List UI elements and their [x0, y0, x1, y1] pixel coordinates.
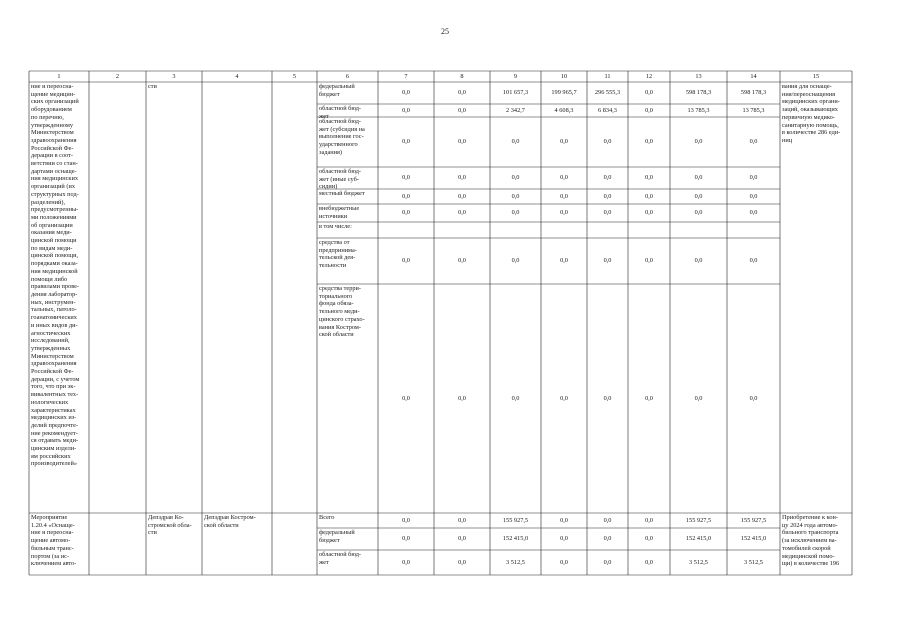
budget-row-amount: 0,0: [694, 209, 703, 216]
budget-row-amount: 0,0: [694, 394, 703, 402]
column-header: 5: [292, 73, 297, 80]
budget-row-amount: 0,0: [749, 257, 758, 264]
budget-row-amount: 598 178,3: [685, 89, 712, 96]
budget-row-amount: 0,0: [603, 209, 612, 216]
budget-row-amount: 13 785,3: [687, 106, 710, 114]
budget-row-amount: 0,0: [458, 516, 466, 524]
budget-row-amount: 598 178,3: [740, 89, 767, 96]
budget-row-amount: 0,0: [402, 558, 410, 566]
budget-row-amount: 152 415,0: [740, 535, 767, 542]
budget-row-amount: 0,0: [560, 209, 568, 216]
budget-row-amount: 0,0: [645, 89, 653, 96]
budget-row-amount: 0,0: [458, 535, 466, 542]
budget-row-source-label: областной бюд- жет: [319, 105, 362, 120]
column-header: 12: [645, 73, 653, 80]
budget-row-amount: 296 555,3: [594, 89, 621, 96]
co-executor-text: Депздрав Костром- ской области: [204, 514, 256, 529]
budget-row-amount: 0,0: [645, 138, 653, 145]
budget-row-source-label: средства от предпринима- тельской дея- тельности: [319, 239, 357, 270]
budget-row-source-label: федеральный бюджет: [319, 83, 355, 98]
budget-row-amount: 6 834,3: [598, 106, 617, 114]
column-header: 1: [57, 73, 61, 80]
column-header: 4: [235, 73, 239, 80]
budget-row-amount: 155 927,5: [502, 516, 529, 524]
result-description: Приобретение к кон- цу 2024 года автомо- бильного транспорта (за исключением ва- томобилей скорой медицинской помо- щи) в количестве 196: [782, 514, 840, 568]
budget-row-amount: 3 512,5: [506, 558, 525, 566]
budget-row-amount: 0,0: [645, 192, 653, 200]
budget-row-amount: 0,0: [458, 394, 466, 402]
budget-row-amount: 0,0: [603, 558, 612, 566]
budget-row-source-label: Всего: [319, 514, 335, 521]
budget-row-amount: 0,0: [560, 516, 568, 524]
budget-row-amount: 0,0: [749, 394, 758, 402]
budget-row-amount: 101 657,3: [502, 89, 529, 96]
column-header: 11: [604, 73, 611, 80]
budget-row-source-label: в том числе:: [319, 223, 352, 230]
budget-row-amount: 0,0: [603, 516, 612, 524]
budget-row-amount: 0,0: [749, 174, 758, 181]
budget-row-amount: 0,0: [694, 138, 703, 145]
budget-row-amount: 0,0: [402, 209, 410, 216]
budget-row-amount: 0,0: [560, 174, 568, 181]
budget-row-amount: 0,0: [511, 192, 520, 200]
budget-row-amount: 2 342,7: [506, 106, 525, 114]
budget-row-amount: 0,0: [560, 257, 568, 264]
budget-row-amount: 0,0: [645, 257, 653, 264]
budget-row-amount: 0,0: [402, 192, 410, 200]
budget-row-amount: 0,0: [749, 192, 758, 200]
budget-row-amount: 152 415,0: [685, 535, 712, 542]
budget-row-source-label: местный бюджет: [319, 190, 365, 197]
budget-row-amount: 0,0: [694, 174, 703, 181]
budget-row-amount: 0,0: [402, 174, 410, 181]
budget-row-amount: 0,0: [645, 209, 653, 216]
executor-text: Депздрав Ко- стромской обла- сти: [148, 514, 192, 537]
budget-row-amount: 0,0: [749, 138, 758, 145]
budget-row-amount: 0,0: [402, 516, 410, 524]
column-header: 15: [812, 73, 820, 80]
budget-row-amount: 0,0: [458, 138, 466, 145]
budget-row-amount: 0,0: [458, 558, 466, 566]
column-header: 10: [560, 73, 568, 80]
budget-row-source-label: областной бюд- жет (иные суб- сидии): [319, 168, 362, 191]
budget-row-amount: 0,0: [458, 209, 466, 216]
column-header: 13: [695, 73, 702, 80]
budget-row-amount: 0,0: [694, 192, 703, 200]
budget-row-source-label: средства терри- ториального фонда обяза- тельного меди- цинского страхо- вания Костром- ской области: [319, 285, 365, 339]
budget-row-source-label: областной бюд- жет (субсидия на выполнение гос- ударственного задания): [319, 118, 365, 156]
budget-row-amount: 0,0: [694, 257, 703, 264]
budget-row-amount: 0,0: [458, 89, 466, 96]
column-header: 14: [750, 73, 757, 80]
budget-row-amount: 0,0: [402, 106, 410, 114]
budget-row-amount: 0,0: [402, 535, 410, 542]
column-header: 3: [172, 73, 176, 80]
page-number: 25: [441, 27, 449, 36]
budget-row-amount: 0,0: [458, 257, 466, 264]
budget-row-amount: 0,0: [511, 209, 520, 216]
budget-row-amount: 0,0: [560, 558, 568, 566]
budget-row-amount: 0,0: [458, 192, 466, 200]
result-description: вания для оснаще- ния/переоснащения медицинских органи- заций, оказывающих первичную медико- санитарную помощь, в количестве 286 еди- ниц: [782, 83, 841, 144]
budget-row-source-label: федеральный бюджет: [319, 529, 355, 544]
budget-row-source-label: областной бюд- жет: [319, 551, 362, 566]
budget-row-amount: 0,0: [402, 257, 410, 264]
budget-row-amount: 13 785,3: [742, 106, 765, 114]
budget-row-amount: 0,0: [603, 394, 612, 402]
budget-row-amount: 0,0: [603, 138, 612, 145]
column-header: 8: [460, 73, 464, 80]
budget-row-amount: 0,0: [402, 138, 410, 145]
column-header: 9: [513, 73, 518, 80]
budget-row-amount: 0,0: [645, 106, 653, 114]
budget-row-amount: 0,0: [458, 174, 466, 181]
budget-row-amount: 0,0: [645, 516, 653, 524]
budget-row-amount: 199 965,7: [551, 89, 577, 96]
budget-row-amount: 0,0: [645, 535, 653, 542]
budget-row-amount: 0,0: [749, 209, 758, 216]
budget-row-amount: 3 512,5: [689, 558, 708, 566]
budget-row-amount: 0,0: [402, 89, 410, 96]
budget-row-source-label: внебюджетные источники: [319, 205, 360, 220]
budget-row-amount: 0,0: [511, 174, 520, 181]
budget-row-amount: 0,0: [603, 192, 612, 200]
budget-row-amount: 0,0: [458, 106, 466, 114]
column-header: 2: [115, 73, 120, 80]
column-header: 6: [345, 73, 350, 80]
budget-row-amount: 0,0: [603, 257, 612, 264]
budget-row-amount: 0,0: [603, 535, 612, 542]
budget-row-amount: 4 608,3: [554, 106, 574, 114]
budget-row-amount: 0,0: [560, 192, 568, 200]
budget-row-amount: 152 415,0: [502, 535, 529, 542]
budget-row-amount: 0,0: [511, 257, 520, 264]
budget-row-amount: 0,0: [560, 394, 568, 402]
measure-description: Мероприятие 1.20.4 «Оснаще- ние и переосна- щение автомо- бильным транс- портом (за ис- ключением авто-: [31, 514, 77, 568]
budget-row-amount: 0,0: [603, 174, 612, 181]
budget-row-amount: 155 927,5: [740, 516, 767, 524]
budget-row-amount: 0,0: [645, 174, 653, 181]
budget-row-amount: 155 927,5: [685, 516, 712, 524]
budget-row-amount: 0,0: [560, 138, 568, 145]
budget-row-amount: 0,0: [560, 535, 568, 542]
column-header: 7: [404, 73, 408, 80]
executor-text: сти: [148, 83, 157, 90]
budget-row-amount: 0,0: [645, 394, 653, 402]
budget-row-amount: 0,0: [402, 394, 410, 402]
budget-row-amount: 0,0: [511, 394, 520, 402]
budget-row-amount: 0,0: [645, 558, 653, 566]
measure-description: ние и переосна- щение медицин- ских организаций оборудованием по перечню, утвержденному Министерством здравоохранения Российской Фе- дерации в соот- ветствии со стан- дартами оснаще- ния медицинских организаций (их структурных под- разделений), предусмотренны- ми положениями об организации оказания меди- цинской помощи по видам меди- цинской помощи, порядками оказа- ния медицинской помощи либо правилами прове- дения лаборатор- ных, инструмен- тальных, патоло- гоанатомических и иных видов ди- агностических исследований, утвержденных Министерством здравоохранения Российской Фе- дерации, с учетом того, что при эк- вивалентных тех- нологических характеристиках медицинских из- делий предпочте- ние рекомендует- ся отдавать меди- цинским издели- ям российских производителей»: [31, 83, 80, 468]
budget-row-amount: 3 512,5: [744, 558, 763, 566]
budget-row-amount: 0,0: [511, 138, 520, 145]
